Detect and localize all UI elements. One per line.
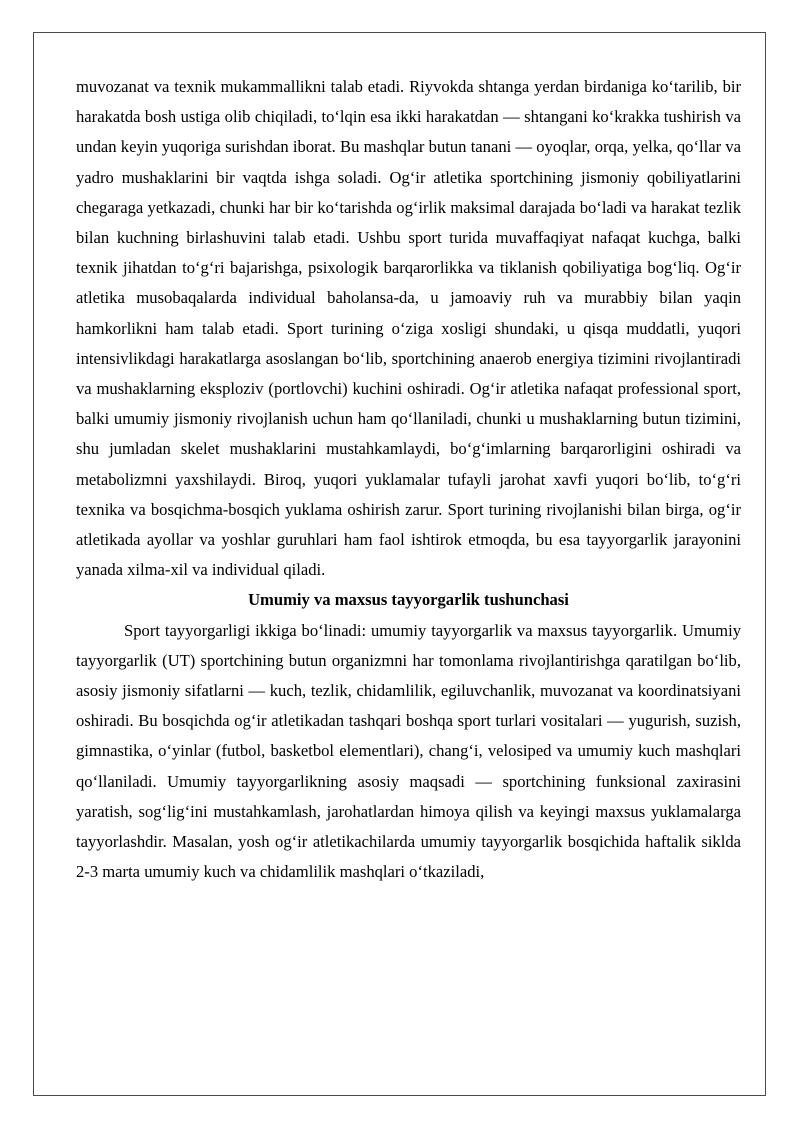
section-heading: Umumiy va maxsus tayyorgarlik tushunchasi	[248, 590, 569, 610]
body-paragraph: Sport tayyorgarligi ikkiga bo‘linadi: umumiy tayyorgarlik va maxsus tayyorgarlik. Umumiy tayyorgarlik (UT) sportchining butun organizmni har tomonlama rivojlantirishga qaratilgan bo‘lib, asosiy jismoniy sifatlarni — kuch, tezlik, chidamlilik, egiluvchanlik, muvozanat va koordinatsiyani oshiradi. Bu bosqichda og‘ir atletikadan tashqari boshqa sport turlari vositalari — yugurish, suzish, gimnastika, o‘yinlar (futbol, basketbol elementlari), chang‘i, velosiped va umumiy kuch mashqlari qo‘llaniladi. Umumiy tayyorgarlikning asosiy maqsadi — sportchining funksional zaxirasini yaratish, sog‘lig‘ini mustahkamlash, jarohatlardan himoya qilish va keyingi maxsus yuklamalarga tayyorlashdir. Masalan, yosh og‘ir atletikachilarda umumiy tayyorgarlik bosqichida haftalik siklda 2-3 marta umumiy kuch va chidamlilik mashqlari o‘tkaziladi,	[76, 620, 741, 882]
document-body	[76, 72, 741, 887]
body-paragraph: muvozanat va texnik mukammallikni talab etadi. Riyvokda shtanga yerdan birdaniga ko‘tarilib, bir harakatda bosh ustiga olib chiqiladi, to‘lqin esa ikki harakatdan — shtangani ko‘krakka tushirish va undan keyin yuqoriga surishdan iborat. Bu mashqlar butun tanani — oyoqlar, orqa, yelka, qo‘llar va yadro mushaklarini bir vaqtda ishga soladi. Og‘ir atletika sportchining jismoniy qobiliyatlarini chegaraga yetkazadi, chunki har bir ko‘tarishda og‘irlik maksimal darajada bo‘ladi va harakat tezlik bilan kuchning birlashuvini talab etadi. Ushbu sport turida muvaffaqiyat nafaqat kuchga, balki texnik jihatdan to‘g‘ri bajarishga, psixologik barqarorlikka va tiklanish qobiliyatiga bog‘liq. Og‘ir atletika musobaqalarda individual baholansa-da, u jamoaviy ruh va murabbiy bilan yaqin hamkorlikni ham talab etadi. Sport turining o‘ziga xosligi shundaki, u qisqa muddatli, yuqori intensivlikdagi harakatlarga asoslangan bo‘lib, sportchining anaerob energiya tizimini rivojlantiradi va mushaklarning eksploziv (portlovchi) kuchini oshiradi. Og‘ir atletika nafaqat professional sport, balki umumiy jismoniy rivojlanish uchun ham qo‘llaniladi, chunki u mushaklarning butun tizimini, shu jumladan skelet mushaklarini mustahkamlaydi, bo‘g‘imlarning barqarorligini oshiradi va metabolizmni yaxshilaydi. Biroq, yuqori yuklamalar tufayli jarohat xavfi yuqori bo‘lib, to‘g‘ri texnika va bosqichma-bosqich yuklama oshirish zarur. Sport turining rivojlanishi bilan birga, og‘ir atletikada ayollar va yoshlar guruhlari ham faol ishtirok etmoqda, bu esa tayyorgarlik jarayonini yanada xilma-xil va individual qiladi.	[76, 77, 741, 580]
